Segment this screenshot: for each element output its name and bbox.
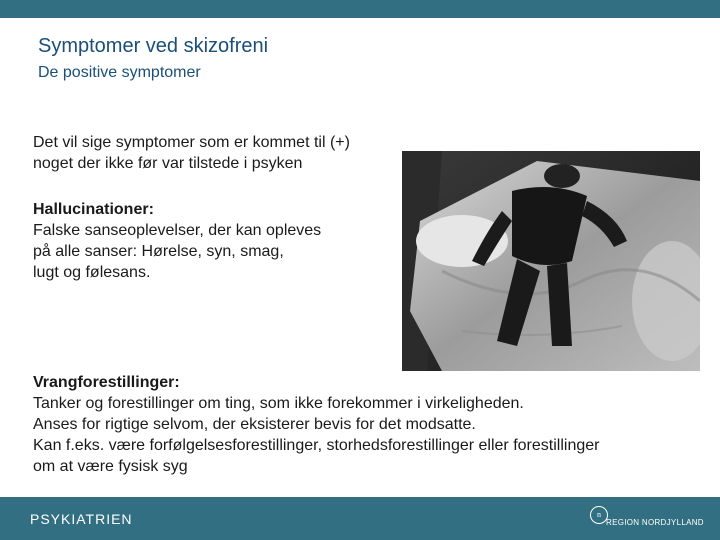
intro-line: Det vil sige symptomer som er kommet til (+) [33, 134, 350, 151]
intro-line: noget der ikke før var tilstede i psyken [33, 155, 303, 172]
slide-title: Symptomer ved skizofreni [38, 35, 269, 57]
delusions-heading: Vrangforestillinger: [33, 374, 180, 391]
slide-subtitle: De positive symptomer [38, 64, 201, 81]
hallucinations-line: på alle sanser: Hørelse, syn, smag, [33, 243, 284, 260]
delusions-line: om at være fysisk syg [33, 458, 188, 475]
bed-photo [402, 151, 700, 371]
hallucinations-line: lugt og følesans. [33, 264, 151, 281]
delusions-section [33, 372, 599, 477]
delusions-line: Anses for rigtige selvom, der eksisterer bevis for det modsatte. [33, 416, 476, 433]
region-name-text: REGION NORDJYLLAND [606, 518, 704, 527]
delusions-line: Tanker og forestillinger om ting, som ikke forekommer i virkeligheden. [33, 395, 524, 412]
top-accent-bar [0, 0, 720, 18]
intro-text [33, 132, 350, 174]
hallucinations-line: Falske sanseoplevelser, der kan opleves [33, 222, 322, 239]
hallucinations-heading: Hallucinationer: [33, 201, 154, 218]
bed-photo-illustration [402, 151, 700, 371]
psykiatrien-logo-text: PSYKIATRIEN [30, 511, 133, 527]
region-logo-icon: n [590, 506, 608, 524]
footer-bar [0, 497, 720, 540]
delusions-line: Kan f.eks. være forfølgelsesforestillinger, storhedsforestillinger eller forestillinger [33, 437, 600, 454]
hallucinations-section [33, 199, 321, 283]
